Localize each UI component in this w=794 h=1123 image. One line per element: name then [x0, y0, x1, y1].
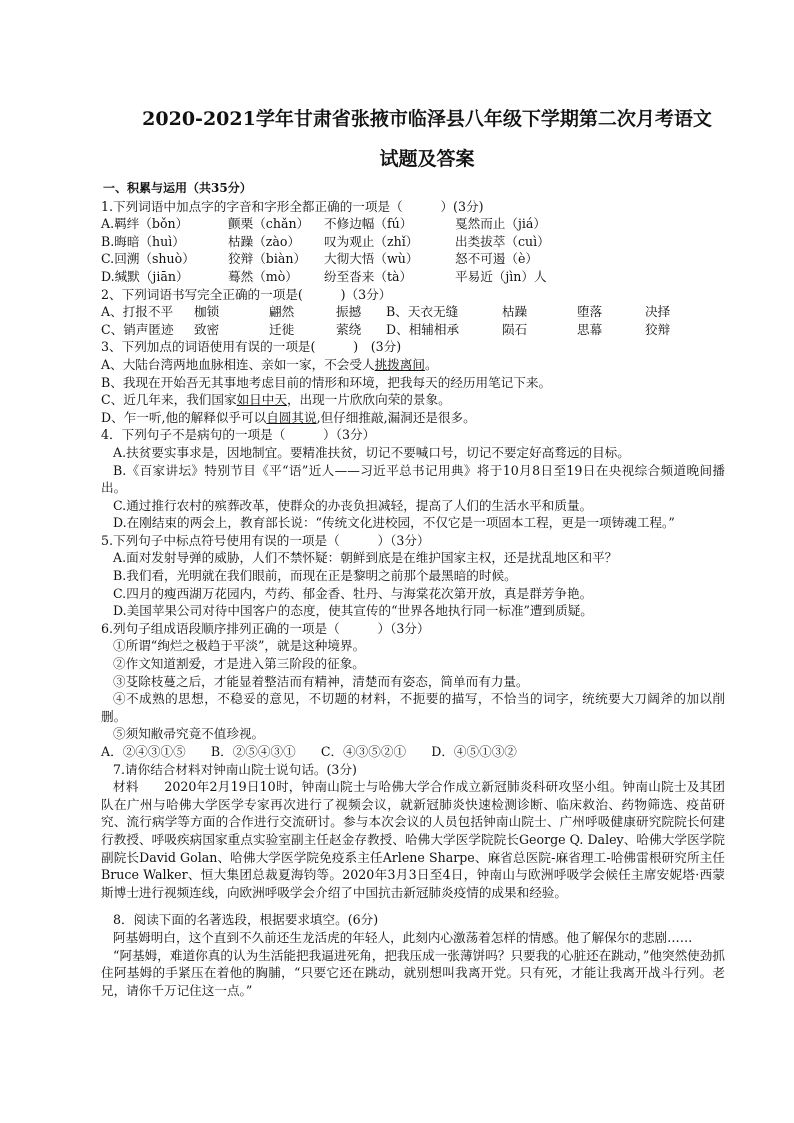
document-title-line2: 试题及答案	[379, 148, 475, 170]
option-cell: 纷至沓来（tà）	[324, 268, 413, 284]
sentence-2: ②作文知道割爱，才是进入第三阶段的征象。	[113, 656, 365, 672]
question-7	[101, 761, 725, 902]
section-heading: 一、积累与运用（共35分）	[103, 181, 252, 195]
option-a: A.扶贫要实事求是，因地制宜。要精准扶贫，切记不要喊口号，切记不要定好高骛远的目标。	[113, 444, 630, 460]
option-cell: 枯躁（zào）	[228, 233, 301, 249]
question-5	[101, 532, 725, 620]
question-stem: 4．下列句子不是病句的一项是（ ）（3分）	[101, 427, 376, 443]
option-d: D.美国苹果公司对待中国客户的态度，使其宣传的“世界各地执行同一标准”遭到质疑。	[113, 603, 593, 619]
option-cell: D、相辅相承	[386, 321, 460, 337]
question-stem: 1.下列词语中加点字的字音和字形全都正确的一项是（ ）(3分)	[101, 198, 484, 214]
option-cell: 戛然而止（jiá）	[455, 216, 547, 232]
option-cell: 振撼	[336, 304, 362, 320]
sentence-5: ⑤须知敝帚究竟不值珍视。	[113, 726, 265, 742]
question-8	[101, 911, 725, 999]
option-b: B.我们看，光明就在我们眼前，而现在正是黎明之前那个最黑暗的时候。	[113, 568, 517, 584]
sentence-3: ③芟除枝蔓之后，才能显着整洁而有精神，清楚而有姿态，简单而有力量。	[113, 673, 529, 689]
answer-options: A．②④③①⑤ B．②⑤④③① C．④③⑤②① D．④⑤①③②	[101, 744, 517, 759]
option-row	[101, 233, 725, 251]
material-paragraph: 材料 2020年2月19日10时，钟南山院士与哈佛大学合作成立新冠肺炎科研攻坚小组。钟南山院士及其团队在广州与哈佛大学医学专家再次进行了视频会议，就新冠肺炎快速检测诊断、临床救治、药物筛选、疫苗研究、流行病学等方面的合作进行交流研讨。参与本次会议的人员包括钟南山院士、广州呼吸健康研究院院长何建行教授、呼吸疾病国家重点实验室副主任赵金存教授、哈佛大学医学院院长George Q. Daley、哈佛大学医学院副院长David Golan、哈佛大学医学院免疫系主任Arlene Sharpe、麻省总医院-麻省理工-哈佛雷根研究所主任Bruce Walker、恒大集团总裁夏海钧等。2020年3月3日至4日，钟南山与欧洲呼吸学会候任主席安妮塔·西蒙斯博士进行视频连线，向欧洲呼吸学会介绍了中国抗击新冠肺炎疫情的成果和经验。	[101, 779, 725, 900]
question-4	[101, 426, 725, 532]
option-cell: C.回溯（shuò）	[101, 251, 195, 267]
option-cell: B.晦暗（huì）	[101, 233, 185, 249]
question-stem: 7.请你结合材料对钟南山院士说句话。(3分)	[113, 761, 357, 777]
option-a: A.面对发射导弹的威胁，人们不禁怀疑：朝鲜到底是在维护国家主权，还是扰乱地区和平？	[113, 550, 618, 566]
question-6	[101, 620, 725, 761]
option-cell: 怒不可遏（è）	[455, 251, 539, 267]
document-body	[101, 180, 725, 999]
option-row	[101, 268, 725, 286]
marked-phrase: 自圆其说	[266, 409, 317, 425]
option-text: ,但仔细推敲,漏洞还是很多。	[316, 409, 476, 425]
option-text: ，出现一片欣欣向荣的景象。	[286, 392, 451, 408]
option-d	[101, 409, 725, 427]
option-cell: 蓦然（mò）	[228, 268, 298, 284]
passage-paragraph: 阿基姆明白，这个直到不久前还生龙活虎的年轻人，此刻内心激荡着怎样的情感。他了解保尔的悲剧……	[113, 929, 693, 945]
option-text: A、大陆台湾两地血脉相连、亲如一家，不会受人	[101, 356, 375, 372]
question-stem: 5.下列句子中标点符号使用有误的一项是（ ）（3分）	[101, 532, 430, 548]
option-cell: A.羁绊（bǒn）	[101, 216, 189, 232]
document-title-line1: 2020-2021学年甘肃省张掖市临泽县八年级下学期第二次月考语文	[142, 108, 712, 130]
option-cell: 致密	[194, 321, 220, 337]
question-stem: 2、下列词语书写完全正确的一项是( )（3分）	[101, 286, 392, 302]
option-cell: 翩然	[269, 304, 295, 320]
option-row	[101, 321, 725, 339]
option-b: B.《百家讲坛》特别节目《平“语”近人——习近平总书记用典》将于10月8日至19日在央视综合频道晚间播出。	[101, 462, 725, 496]
option-c: C.通过推行农村的殡葬改革，使群众的办丧负担减轻，提高了人们的生活水平和质量。	[113, 497, 593, 513]
sentence-1: ①所谓“绚烂之极趋于平淡”，就是这种境界。	[113, 638, 366, 654]
marked-phrase: 如日中天	[236, 392, 287, 408]
question-stem: 3、下列加点的词语使用有误的一项是( ) (3分)	[101, 339, 402, 355]
question-2	[101, 286, 725, 339]
option-d: D.在刚结束的两会上，教育部长说：“传统文化进校园，不仅它是一项固本工程，更是一项铸魂工程。”	[113, 515, 675, 531]
option-cell: 堕落	[577, 304, 603, 320]
marked-phrase: 挑拨离间	[374, 356, 425, 372]
option-cell: C、销声匿迹	[101, 321, 174, 337]
option-cell: 大彻大悟（wù）	[324, 251, 419, 267]
option-cell: 不修边幅（fú）	[324, 216, 413, 232]
option-c: C.四月的瘦西湖万花园内，芍药、郁金香、牡丹、与海棠花次第开放，真是群芳争艳。	[113, 585, 593, 601]
option-text: 。	[424, 356, 438, 372]
sentence-4: ④不成熟的思想，不稳妥的意见，不切题的材料，不扼要的描写，不恰当的词字，统统要大刀阔斧的加以削删。	[101, 691, 725, 724]
option-row	[101, 250, 725, 268]
question-3	[101, 338, 725, 426]
question-stem: 6.列句子组成语段顺序排列正确的一项是（ ）（3分）	[101, 620, 430, 636]
question-1	[101, 198, 725, 286]
option-cell: 思幕	[577, 321, 603, 337]
option-cell: 狡辩	[645, 321, 671, 337]
option-cell: 颤栗（chǎn）	[228, 216, 310, 232]
option-a	[101, 356, 725, 374]
question-stem: 8．阅读下面的名著选段，根据要求填空。(6分)	[113, 912, 379, 928]
option-row	[101, 215, 725, 233]
option-cell: 平易近（jìn）人	[455, 268, 547, 284]
option-c	[101, 391, 725, 409]
option-cell: A、打报不平	[101, 304, 174, 320]
option-cell: 枷锁	[194, 304, 220, 320]
option-cell: 狡辩（biàn）	[228, 251, 307, 267]
passage-paragraph: “阿基姆，难道你真的认为生活能把我逼进死角，把我压成一张薄饼吗？只要我的心脏还在跳动，”他突然使劲抓住阿基姆的手紧压在着他的胸脯，“只要它还在跳动，就别想叫我离开党。只有死，才能让我离开战斗行列。老兄，请你千万记住这一点。”	[101, 947, 725, 998]
option-cell: 叹为观止（zhǐ）	[324, 233, 419, 249]
option-cell: D.缄默（jiān）	[101, 268, 189, 284]
option-text: D、乍一听,他的解释似乎可以	[101, 409, 267, 425]
option-b: B、我现在开始吾无其事地考虑目前的情形和环境，把我每天的经历用笔记下来。	[101, 374, 552, 390]
option-text: C、近几年来，我们国家	[101, 392, 237, 408]
option-row	[101, 303, 725, 321]
option-cell: 迁徙	[269, 321, 295, 337]
spacer	[101, 901, 725, 911]
option-cell: 出类拔萃（cuì）	[455, 233, 550, 249]
option-cell: 陨石	[502, 321, 528, 337]
option-cell: 萦绕	[336, 321, 362, 337]
option-cell: 枯躁	[502, 304, 528, 320]
option-cell: 决择	[645, 304, 671, 320]
option-cell: B、天衣无缝	[386, 304, 459, 320]
